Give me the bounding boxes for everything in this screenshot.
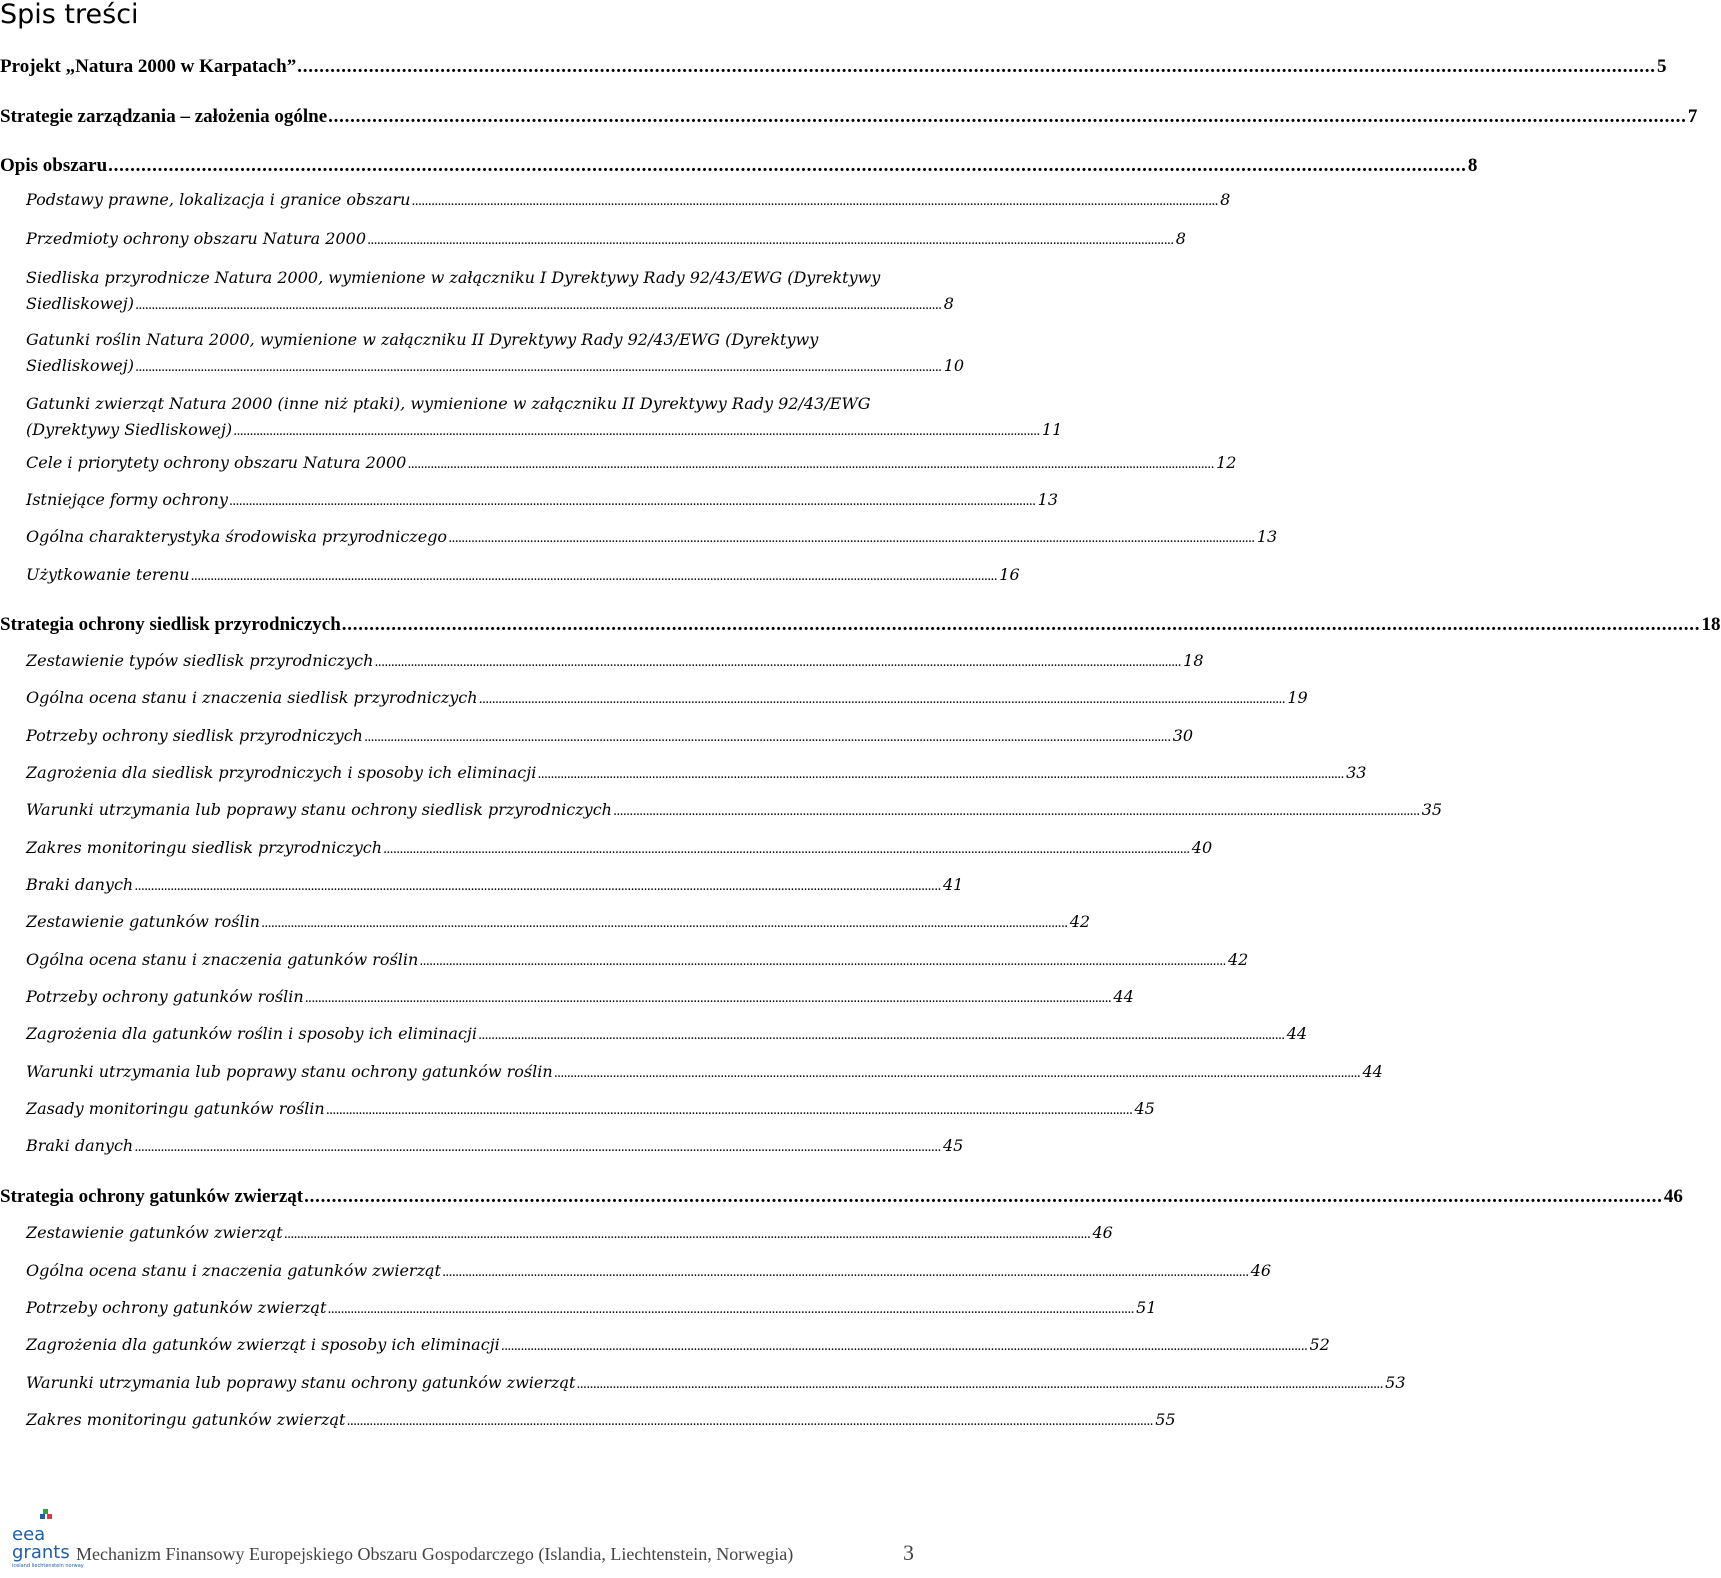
toc-entry-label-line2: (Dyrektywy Siedliskowej): [26, 420, 233, 439]
logo-text-bottom: grants: [12, 1542, 70, 1563]
toc-entry-ocena-roslin[interactable]: [26, 950, 1249, 969]
toc-page-number: 8: [1175, 229, 1186, 248]
toc-leader-dots: [134, 879, 939, 894]
toc-leader-dots: [342, 614, 1698, 636]
toc-page-number: 19: [1287, 688, 1308, 707]
toc-entry-siedliska-przyrodnicze[interactable]: [26, 265, 952, 319]
toc-entry-uzytkowanie-terenu[interactable]: [26, 565, 1020, 584]
toc-entry-label: Strategia ochrony siedlisk przyrodniczych: [0, 614, 341, 635]
toc-leader-dots: [442, 1265, 1247, 1280]
toc-entry-label: Cele i priorytety ochrony obszaru Natura 2000: [26, 453, 407, 472]
toc-page-number: 5: [1656, 56, 1667, 77]
toc-page-number: 10: [943, 356, 965, 375]
toc-leader-dots: [383, 842, 1188, 857]
toc-leader-dots: [554, 1066, 1359, 1081]
toc-leader-dots: [448, 531, 1253, 546]
toc-page-number: 8: [943, 294, 954, 313]
toc-leader-dots: [328, 106, 1684, 128]
toc-leader-dots: [134, 1140, 939, 1155]
toc-entry-warunki-roslin[interactable]: [26, 1062, 1383, 1081]
toc-entry-zagrozenia-roslin[interactable]: [26, 1024, 1308, 1043]
toc-entry-strategia-siedlisk[interactable]: [0, 614, 1721, 636]
toc-page-number: 46: [1250, 1261, 1272, 1280]
toc-leader-dots: [537, 767, 1342, 782]
toc-leader-dots: [135, 355, 940, 381]
toc-entry-label: Podstawy prawne, lokalizacja i granice obszaru: [26, 190, 411, 209]
toc-entry-label: Strategia ochrony gatunków zwierząt: [0, 1186, 304, 1207]
toc-entry-label: Ogólna charakterystyka środowiska przyrodniczego: [26, 527, 448, 546]
toc-entry-label: Zagrożenia dla siedlisk przyrodniczych i sposoby ich eliminacji: [26, 763, 537, 782]
toc-entry-label: Przedmioty ochrony obszaru Natura 2000: [26, 229, 366, 248]
toc-leader-dots: [284, 1227, 1089, 1242]
page-title: Spis treści: [0, 0, 139, 30]
toc-page-number: 45: [1134, 1099, 1155, 1118]
toc-entry-zestawienie-zwierzat[interactable]: [26, 1223, 1113, 1242]
toc-entry-label-line2: Siedliskowej): [26, 356, 134, 375]
toc-entry-zestawienie-roslin[interactable]: [26, 912, 1091, 931]
toc-entry-label: Projekt „Natura 2000 w Karpatach”: [0, 56, 297, 77]
toc-entry-label: Ogólna ocena stanu i znaczenia gatunków zwierząt: [26, 1261, 441, 1280]
footer-page-number: 3: [903, 1540, 914, 1565]
toc-leader-dots: [364, 730, 1169, 745]
toc-entry-label: Zestawienie gatunków zwierząt: [26, 1223, 283, 1242]
toc-entry-warunki-zwierzat[interactable]: [26, 1373, 1406, 1392]
toc-entry-label: Zakres monitoringu gatunków zwierząt: [26, 1410, 346, 1429]
toc-page-number: 18: [1701, 614, 1721, 635]
toc-entry-gatunki-roslin[interactable]: [26, 327, 965, 381]
toc-entry-potrzeby-zwierzat[interactable]: [26, 1298, 1157, 1317]
toc-page-number: 12: [1216, 453, 1237, 472]
toc-entry-label: Zasady monitoringu gatunków roślin: [26, 1099, 325, 1118]
toc-page-number: 44: [1286, 1024, 1308, 1043]
toc-leader-dots: [374, 655, 1179, 670]
toc-leader-dots: [261, 916, 1066, 931]
toc-entry-label: Warunki utrzymania lub poprawy stanu ochrony gatunków zwierząt: [26, 1373, 576, 1392]
toc-leader-dots: [411, 194, 1216, 209]
toc-entry-opis-obszaru[interactable]: [0, 155, 1478, 177]
toc-leader-dots: [233, 419, 1038, 445]
toc-leader-dots: [297, 56, 1653, 78]
toc-entry-label: Zestawienie gatunków roślin: [26, 912, 260, 931]
toc-leader-dots: [407, 457, 1212, 472]
toc-leader-dots: [419, 954, 1224, 969]
toc-entry-label-line2: Siedliskowej): [26, 294, 134, 313]
toc-leader-dots: [346, 1414, 1151, 1429]
toc-entry-label: Potrzeby ochrony siedlisk przyrodniczych: [26, 726, 363, 745]
toc-entry-label: Warunki utrzymania lub poprawy stanu ochrony gatunków roślin: [26, 1062, 553, 1081]
toc-entry-cele-priorytety[interactable]: [26, 453, 1237, 472]
toc-page-number: 7: [1687, 106, 1698, 127]
toc-page-number: 13: [1256, 527, 1278, 546]
toc-entry-strategie[interactable]: [0, 106, 1698, 128]
toc-entry-strategia-zwierzat[interactable]: [0, 1186, 1683, 1208]
logo-tagline: iceland liechtenstein norway: [12, 1563, 84, 1569]
toc-leader-dots: [327, 1302, 1132, 1317]
toc-entry-istniejace-formy[interactable]: [26, 490, 1058, 509]
toc-entry-label: Warunki utrzymania lub poprawy stanu ochrony siedlisk przyrodniczych: [26, 800, 612, 819]
toc-leader-dots: [613, 804, 1418, 819]
toc-leader-dots: [479, 692, 1284, 707]
toc-entry-label: Zagrożenia dla gatunków roślin i sposoby ich eliminacji: [26, 1024, 477, 1043]
toc-entry-braki-danych-roslin[interactable]: [26, 1136, 964, 1155]
toc-page-number: 45: [942, 1136, 964, 1155]
toc-entry-monitoring-siedlisk[interactable]: [26, 838, 1213, 857]
toc-page-number: 44: [1362, 1062, 1383, 1081]
toc-entry-zagrozenia-siedlisk[interactable]: [26, 763, 1367, 782]
toc-entry-zestawienie-siedlisk[interactable]: [26, 651, 1204, 670]
toc-page-number: 8: [1220, 190, 1231, 209]
toc-entry-label: Strategie zarządzania – założenia ogólne: [0, 106, 328, 127]
toc-page-number: 35: [1421, 800, 1443, 819]
footer-text: Mechanizm Finansowy Europejskiego Obszaru Gospodarczego (Islandia, Liechtenstein, Norwegia): [76, 1544, 794, 1564]
toc-entry-label: Ogólna ocena stanu i znaczenia gatunków roślin: [26, 950, 419, 969]
toc-leader-dots: [367, 233, 1172, 248]
toc-entry-label: Braki danych: [26, 875, 134, 894]
toc-entry-monitoring-zwierzat[interactable]: [26, 1410, 1176, 1429]
toc-page-number: 42: [1228, 950, 1249, 969]
toc-entry-ocena-zwierzat[interactable]: [26, 1261, 1272, 1280]
toc-leader-dots: [304, 1186, 1660, 1208]
toc-entry-label: Potrzeby ochrony gatunków zwierząt: [26, 1298, 327, 1317]
toc-leader-dots: [191, 569, 996, 584]
toc-entry-ogolna-charakterystyka[interactable]: [26, 527, 1278, 546]
toc-entry-label: Opis obszaru: [0, 155, 108, 176]
toc-page-number: 18: [1183, 651, 1204, 670]
toc-entry-label: Zakres monitoringu siedlisk przyrodniczych: [26, 838, 383, 857]
toc-page-number: 53: [1385, 1373, 1406, 1392]
toc-entry-label: Ogólna ocena stanu i znaczenia siedlisk przyrodniczych: [26, 688, 478, 707]
toc-page-number: 41: [942, 875, 964, 894]
toc-entry-monitoring-roslin[interactable]: [26, 1099, 1155, 1118]
toc-page-number: 46: [1663, 1186, 1683, 1207]
toc-page-number: 11: [1041, 420, 1063, 439]
toc-entry-podstawy-prawne[interactable]: [26, 190, 1231, 209]
toc-page-number: 42: [1069, 912, 1091, 931]
toc-page-number: 16: [999, 565, 1020, 584]
toc-entry-warunki-siedlisk[interactable]: [26, 800, 1443, 819]
toc-entry-label: Potrzeby ochrony gatunków roślin: [26, 987, 304, 1006]
toc-page-number: 33: [1346, 763, 1367, 782]
toc-page-number: 44: [1113, 987, 1134, 1006]
toc-entry-label-line1: Gatunki roślin Natura 2000, wymienione w załączniku II Dyrektywy Rady 92/43/EWG (Dyrektywy: [26, 330, 819, 349]
toc-entry-ocena-siedlisk[interactable]: [26, 688, 1308, 707]
toc-page-number: 46: [1092, 1223, 1113, 1242]
toc-entry-potrzeby-siedlisk[interactable]: [26, 726, 1194, 745]
toc-entry-label: Użytkowanie terenu: [26, 565, 190, 584]
toc-page-number: 52: [1309, 1335, 1330, 1354]
toc-page-number: 51: [1136, 1298, 1157, 1317]
toc-page-number: 55: [1155, 1410, 1176, 1429]
toc-page-number: 30: [1172, 726, 1194, 745]
toc-page-number: 13: [1037, 490, 1058, 509]
toc-entry-projekt[interactable]: [0, 56, 1667, 78]
toc-entry-label-line1: Siedliska przyrodnicze Natura 2000, wymienione w załączniku I Dyrektywy Rady 92/43/EWG (Dyrektywy: [26, 268, 881, 287]
toc-leader-dots: [501, 1339, 1306, 1354]
toc-page-number: 8: [1467, 155, 1478, 176]
toc-leader-dots: [326, 1103, 1131, 1118]
toc-entry-label: Braki danych: [26, 1136, 134, 1155]
toc-entry-potrzeby-roslin[interactable]: [26, 987, 1134, 1006]
toc-leader-dots: [108, 155, 1464, 177]
toc-entry-gatunki-zwierzat[interactable]: [26, 391, 1063, 445]
toc-leader-dots: [229, 494, 1034, 509]
toc-entry-label: Zagrożenia dla gatunków zwierząt i sposoby ich eliminacji: [26, 1335, 500, 1354]
toc-leader-dots: [305, 991, 1110, 1006]
toc-page-number: 40: [1191, 838, 1213, 857]
toc-entry-label: Zestawienie typów siedlisk przyrodniczych: [26, 651, 374, 670]
toc-leader-dots: [576, 1377, 1381, 1392]
logo-text-top: eea: [12, 1524, 46, 1545]
toc-entry-przedmioty-ochrony[interactable]: [26, 229, 1186, 248]
toc-entry-label: Istniejące formy ochrony: [26, 490, 228, 509]
toc-leader-dots: [478, 1028, 1283, 1043]
toc-entry-label-line1: Gatunki zwierząt Natura 2000 (inne niż ptaki), wymienione w załączniku II Dyrektywy Rady 92/43/EWG: [26, 394, 871, 413]
toc-entry-braki-danych-siedlisk[interactable]: [26, 875, 964, 894]
toc-entry-zagrozenia-zwierzat[interactable]: [26, 1335, 1330, 1354]
eea-grants-logo: [10, 1512, 84, 1572]
toc-leader-dots: [135, 293, 940, 319]
